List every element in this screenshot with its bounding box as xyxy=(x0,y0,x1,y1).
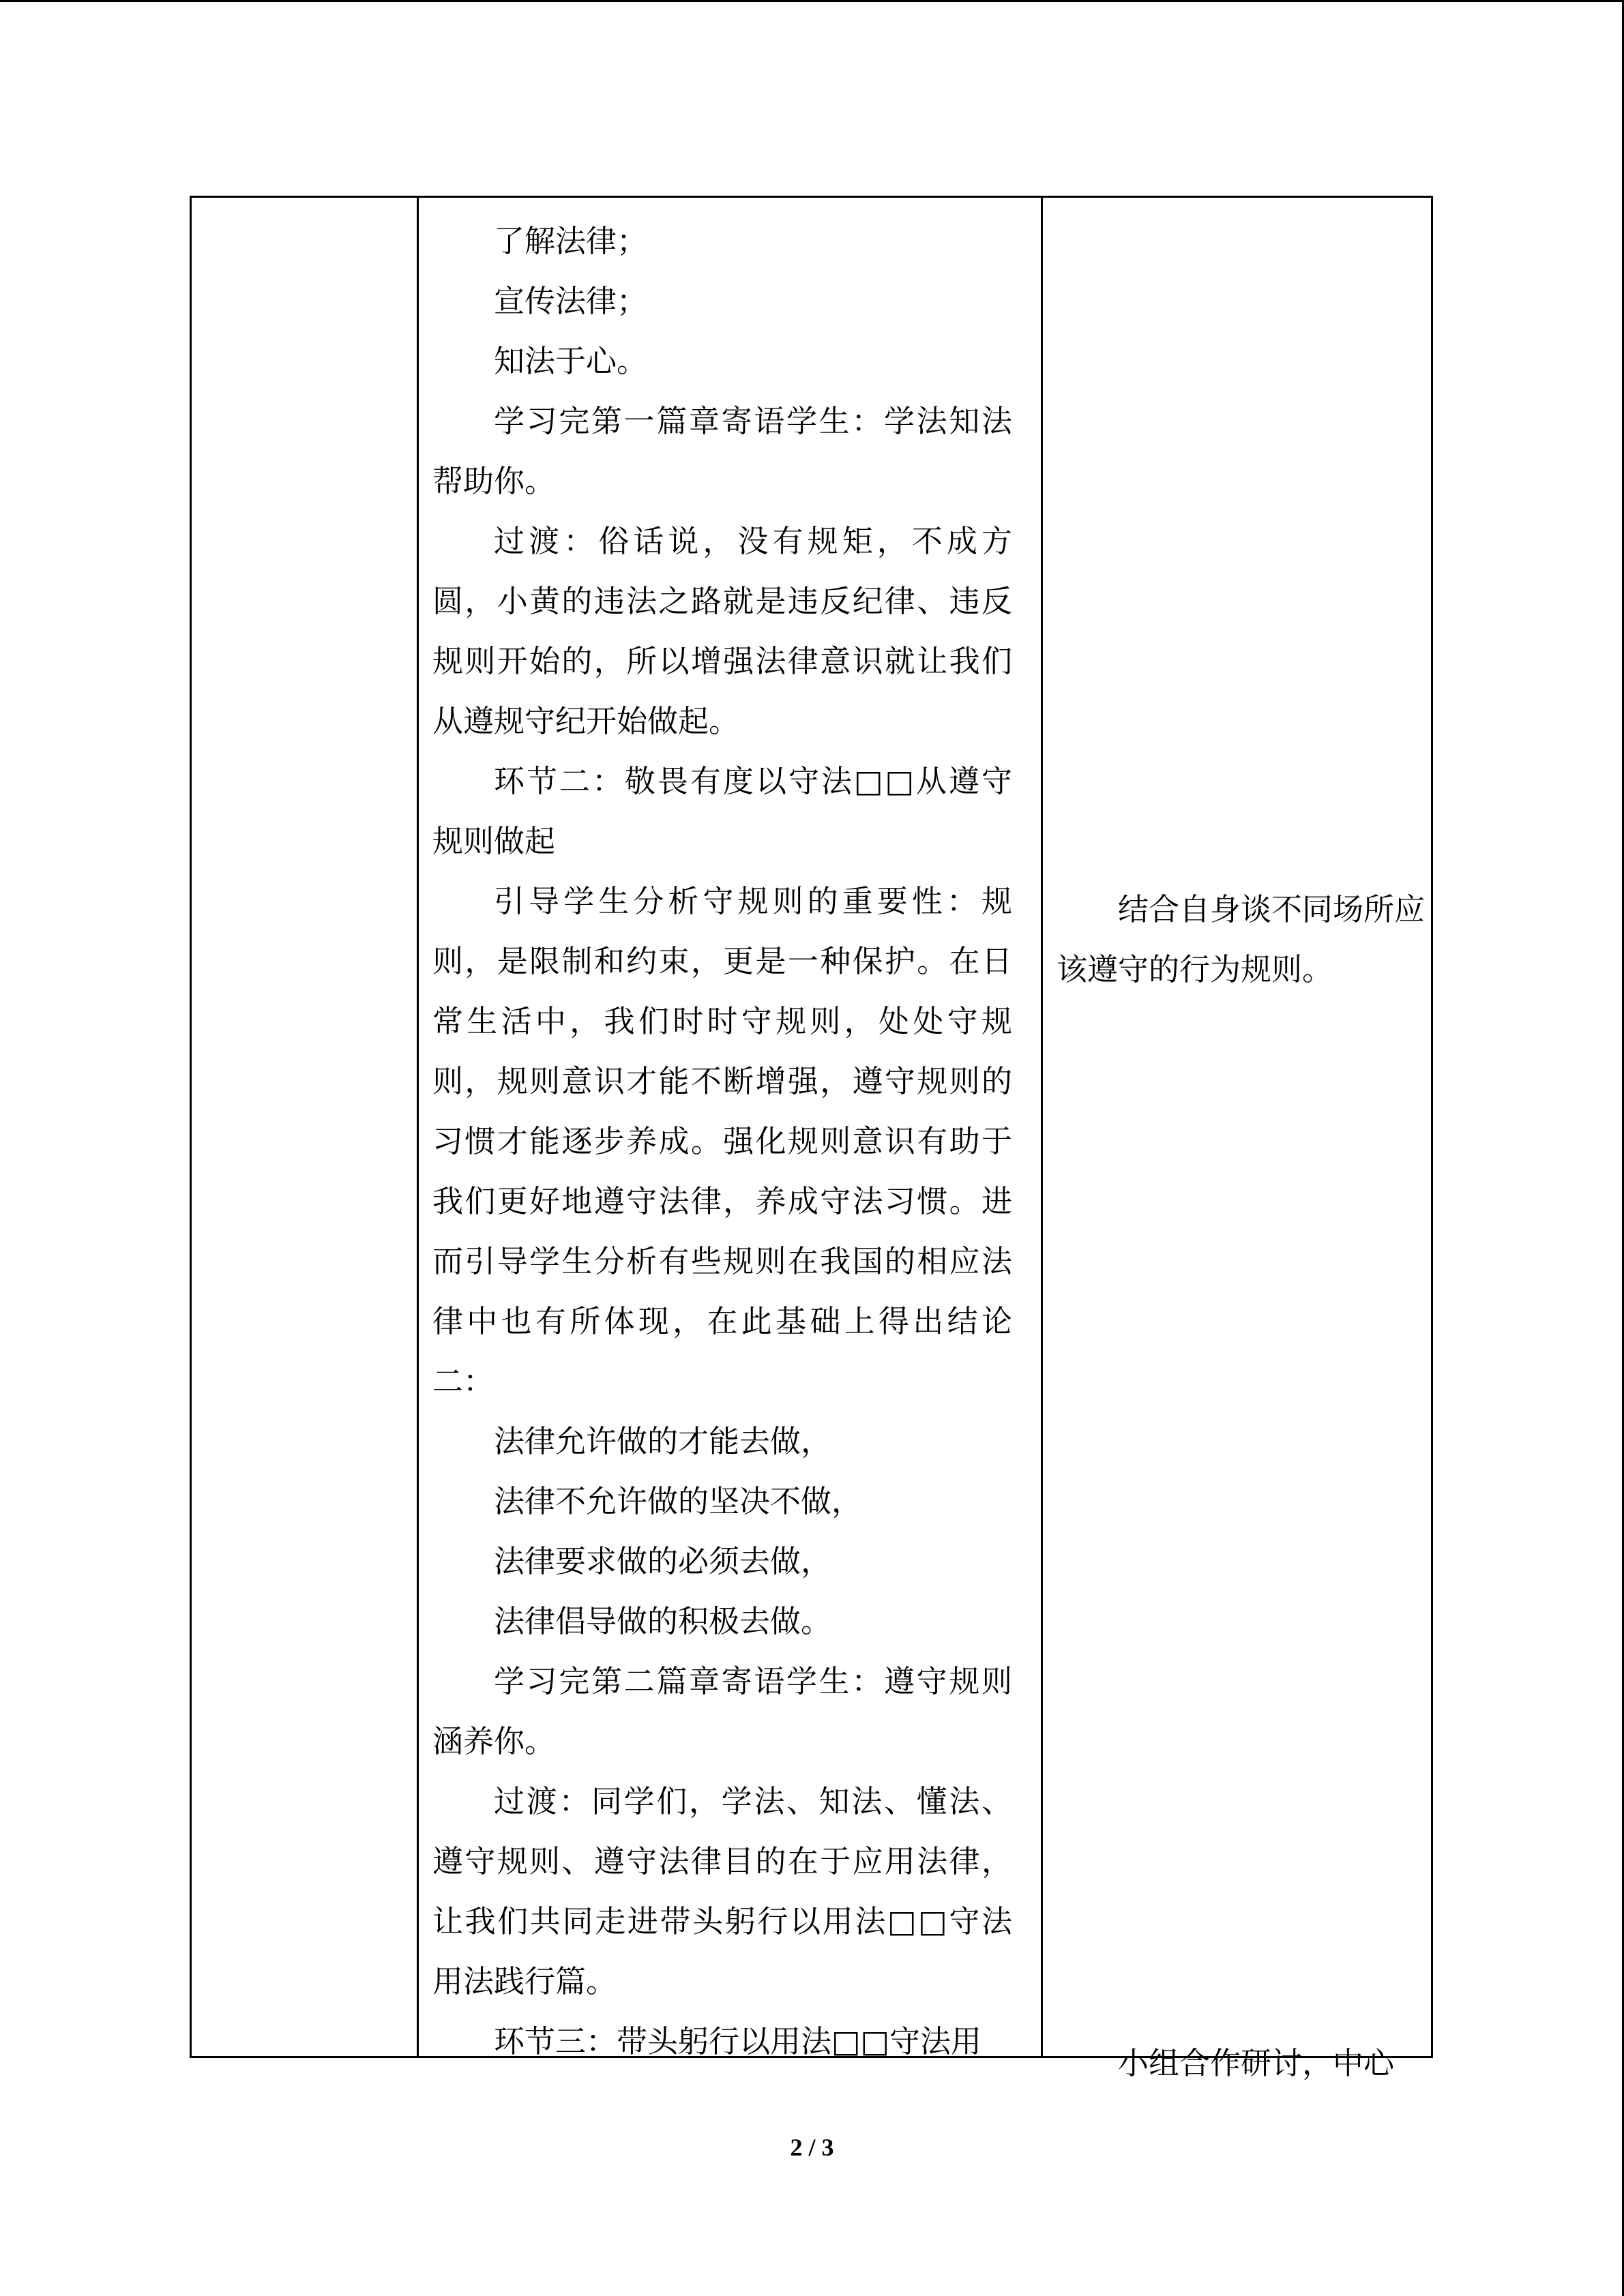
paragraph: 法律要求做的必须去做， xyxy=(494,1543,832,1579)
paragraph: 了解法律； xyxy=(494,223,648,259)
paragraph: 结合自身谈不同场所应该遵守的行为规则。 xyxy=(1057,891,1426,987)
student-activity-text xyxy=(1057,2033,1425,2093)
paragraph: 法律不允许做的坚决不做， xyxy=(494,1483,863,1519)
teacher-activity-column xyxy=(419,198,1043,2059)
paragraph: 环节二：敬畏有度以守法□□从遵守规则做起 xyxy=(432,763,1012,859)
paragraph: 引导学生分析守规则的重要性：规则，是限制和约束，更是一种保护。在日常生活中，我们时时守规则，处处守规则，规则意识才能不断增强，遵守规则的习惯才能逐步养成。强化规则意识有助于我们更好地遵守法律，养成守法习惯。进而引导学生分析有些规则在我国的相应法律中也有所体现，在此基础上得出结论二： xyxy=(432,883,1012,1399)
paragraph: 环节三：带头躬行以用法□□守法用 xyxy=(494,2023,982,2059)
paragraph: 学习完第二篇章寄语学生：遵守规则涵养你。 xyxy=(432,1663,1012,1759)
paragraph: 过渡：俗话说，没有规矩，不成方圆，小黄的违法之路就是违反纪律、违反规则开始的，所以增强法律意识就让我们从遵规守纪开始做起。 xyxy=(432,523,1012,739)
paragraph: 学习完第一篇章寄语学生：学法知法帮助你。 xyxy=(432,403,1012,499)
student-activity-text xyxy=(1057,880,1425,1000)
paragraph: 法律允许做的才能去做， xyxy=(494,1423,832,1459)
stage-column xyxy=(192,198,419,2056)
paragraph: 过渡：同学们，学法、知法、懂法、遵守规则、遵守法律目的在于应用法律，让我们共同走进带头躬行以用法□□守法用法践行篇。 xyxy=(432,1783,1012,1999)
lesson-plan-table xyxy=(190,196,1433,2081)
paragraph: 小组合作研讨，中心 xyxy=(1118,2045,1395,2081)
page-number: 2 / 3 xyxy=(790,2134,834,2161)
student-activity-column xyxy=(1043,198,1435,2081)
paragraph: 知法于心。 xyxy=(494,343,648,379)
paragraph: 法律倡导做的积极去做。 xyxy=(494,1603,832,1639)
teacher-activity-text xyxy=(432,211,1012,2072)
paragraph: 宣传法律； xyxy=(494,283,648,319)
